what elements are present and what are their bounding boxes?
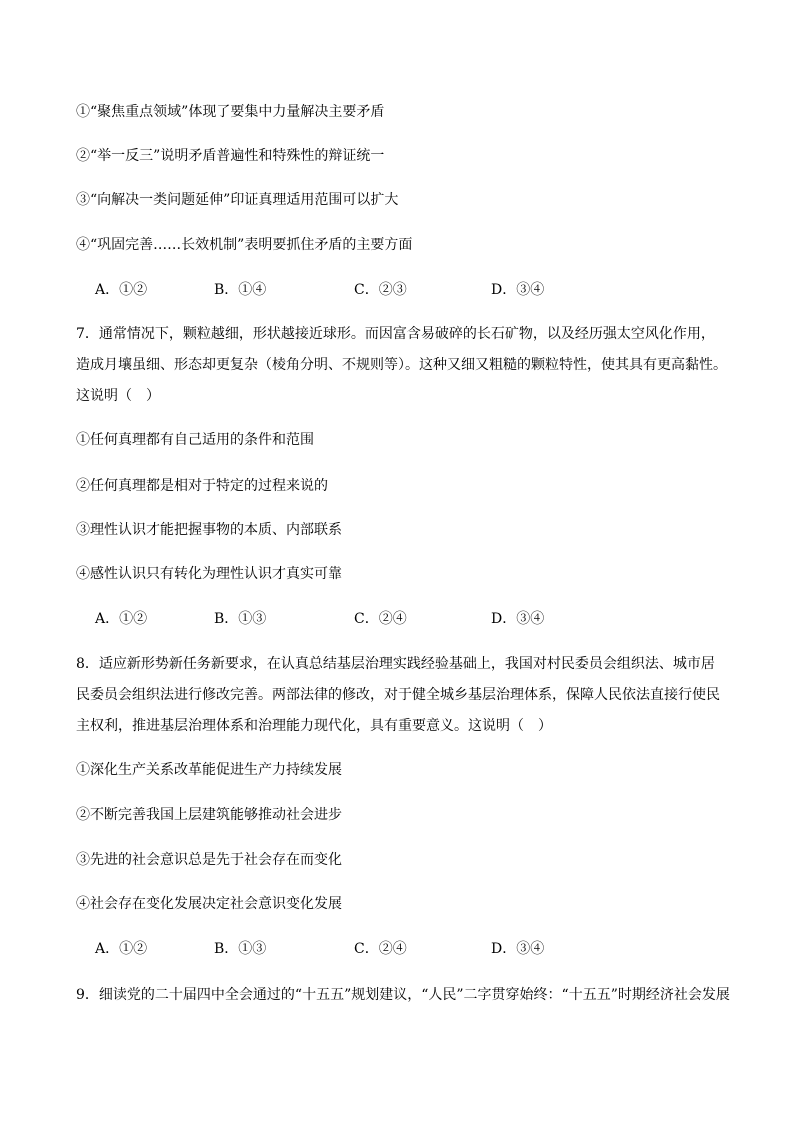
q6-option-d: D．③④ [491, 282, 545, 298]
q8-statement-1: ①深化生产关系改革能促进生产力持续发展 [76, 762, 342, 778]
q7-option-b: B．①③ [214, 611, 267, 627]
q7-statement-4: ④感性认识只有转化为理性认识才真实可靠 [76, 566, 342, 582]
q7-statement-1: ①任何真理都有自己适用的条件和范围 [76, 432, 314, 448]
q6-option-c: C．②③ [354, 282, 407, 298]
q8-statement-2: ②不断完善我国上层建筑能够推动社会进步 [76, 807, 342, 823]
q8-option-a: A．①② [95, 941, 148, 957]
q7-option-a: A．①② [95, 611, 148, 627]
q6-statement-1: ①“聚焦重点领域”体现了要集中力量解决主要矛盾 [76, 104, 385, 120]
q6-option-a: A．①② [95, 282, 148, 298]
q8-statement-3: ③先进的社会意识总是先于社会存在而变化 [76, 852, 342, 868]
q6-statement-2: ②“举一反三”说明矛盾普遍性和特殊性的辩证统一 [76, 148, 385, 164]
q8-stem-line-2: 民委员会组织法进行修改完善。两部法律的修改，对于健全城乡基层治理体系，保障人民依法直接行使民 [76, 687, 720, 703]
q7-statement-2: ②任何真理都是相对于特定的过程来说的 [76, 478, 328, 494]
q7-option-c: C．②④ [354, 611, 407, 627]
q9-stem-line-1: 9．细读党的二十届四中全会通过的“十五五”规划建议，“人民”二字贯穿始终：“十五五”时期经济社会发展 [76, 987, 730, 1003]
q7-option-d: D．③④ [491, 611, 545, 627]
q6-statement-4: ④“巩固完善……长效机制”表明要抓住矛盾的主要方面 [76, 237, 413, 253]
q8-stem-line-3: 主权利，推进基层治理体系和治理能力现代化，具有重要意义。这说明（ ） [76, 718, 552, 734]
q7-stem-line-1: 7．通常情况下，颗粒越细，形状越接近球形。而因富含易破碎的长石矿物，以及经历强太空风化作用， [76, 326, 715, 342]
q8-statement-4: ④社会存在变化发展决定社会意识变化发展 [76, 896, 342, 912]
q6-option-b: B．①④ [214, 282, 267, 298]
q8-option-d: D．③④ [491, 941, 545, 957]
q8-option-b: B．①③ [214, 941, 267, 957]
q7-statement-3: ③理性认识才能把握事物的本质、内部联系 [76, 522, 342, 538]
q8-stem-line-1: 8．适应新形势新任务新要求，在认真总结基层治理实践经验基础上，我国对村民委员会组织法、城市居 [76, 656, 715, 672]
q8-option-c: C．②④ [354, 941, 407, 957]
q7-stem-line-2: 造成月壤虽细、形态却更复杂（棱角分明、不规则等）。这种又细又粗糙的颗粒特性，使其具有更高黏性。 [76, 357, 727, 373]
q6-statement-3: ③“向解决一类问题延伸”印证真理适用范围可以扩大 [76, 192, 399, 208]
q7-stem-line-3: 这说明（ ） [76, 388, 160, 404]
